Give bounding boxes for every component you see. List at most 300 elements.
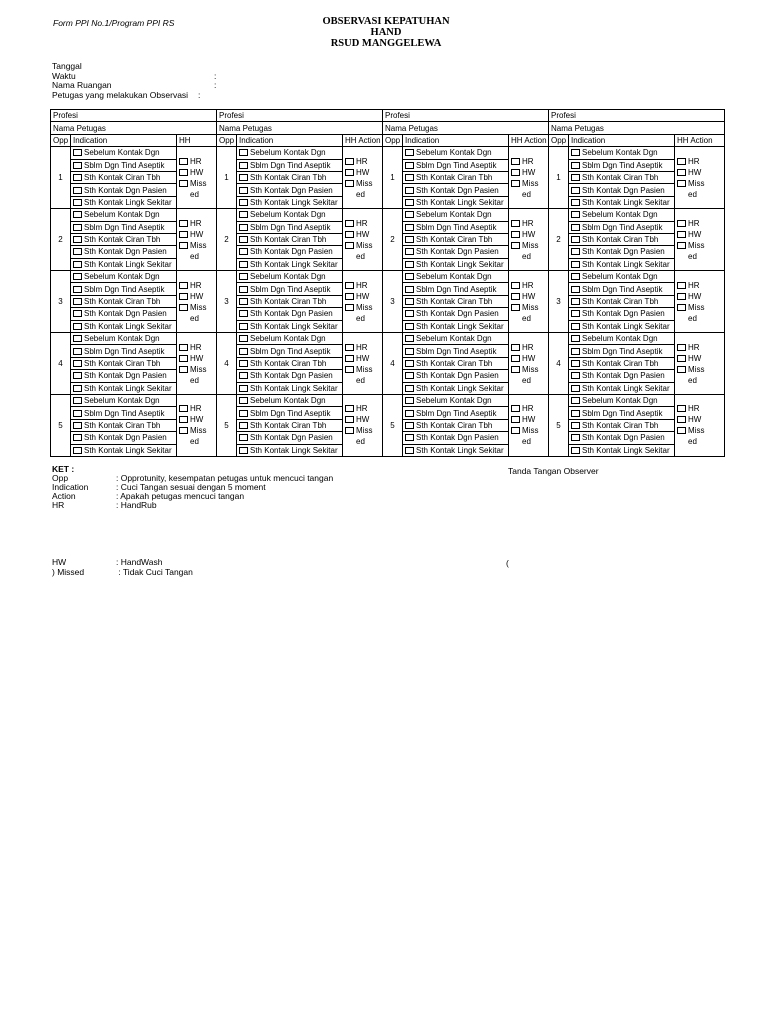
profesi-cell[interactable]: Profesi: [383, 110, 549, 122]
hh-option-checkbox[interactable]: [179, 169, 188, 176]
hh-option-checkbox[interactable]: [511, 158, 520, 165]
hh-action-cell: [509, 394, 549, 456]
hh-option: [511, 353, 546, 364]
hh-option-checkbox[interactable]: [677, 282, 686, 289]
hh-option-checkbox[interactable]: [511, 293, 520, 300]
indication-checkbox[interactable]: [405, 248, 414, 255]
indication-label: Sth Kontak Lingk Sekitar: [582, 383, 670, 393]
indication-label: Sth Kontak Ciran Tbh: [582, 359, 659, 368]
hh-option-checkbox[interactable]: [179, 366, 188, 373]
indication-checkbox[interactable]: [73, 310, 82, 317]
hh-option: [345, 353, 380, 364]
hh-option-label: Miss: [190, 178, 207, 188]
indication-checkbox[interactable]: [73, 447, 82, 454]
hh-option: [677, 218, 722, 229]
indication-cell: [71, 308, 177, 320]
hh-option-checkbox[interactable]: [345, 366, 354, 373]
hh-option: [345, 302, 380, 313]
indication-cell: [569, 159, 675, 171]
hh-action-cell: [509, 271, 549, 333]
indication-checkbox[interactable]: [571, 447, 580, 454]
hh-option-label: ed: [522, 313, 531, 323]
indication-checkbox[interactable]: [73, 162, 82, 169]
indication-checkbox[interactable]: [239, 211, 248, 218]
indication-checkbox[interactable]: [73, 286, 82, 293]
hh-option-checkbox[interactable]: [179, 282, 188, 289]
indication-cell: [569, 184, 675, 196]
hh-option-checkbox[interactable]: [179, 293, 188, 300]
hh-option-checkbox[interactable]: [179, 158, 188, 165]
hh-option-checkbox[interactable]: [677, 158, 686, 165]
hh-option-checkbox[interactable]: [179, 427, 188, 434]
hh-option-checkbox[interactable]: [345, 242, 354, 249]
hh-option-checkbox[interactable]: [511, 355, 520, 362]
indication-cell: [71, 345, 177, 357]
indication-checkbox[interactable]: [571, 261, 580, 268]
hh-action-cell: [675, 209, 725, 271]
hh-option-checkbox[interactable]: [179, 231, 188, 238]
indication-checkbox[interactable]: [239, 385, 248, 392]
indication-checkbox[interactable]: [239, 187, 248, 194]
indication-checkbox[interactable]: [73, 348, 82, 355]
indication-label: Sth Kontak Lingk Sekitar: [250, 197, 338, 207]
hh-option-checkbox[interactable]: [677, 366, 686, 373]
indication-checkbox[interactable]: [239, 335, 248, 342]
indication-checkbox[interactable]: [239, 236, 248, 243]
indication-cell: [569, 432, 675, 444]
hh-option-label: HW: [688, 415, 702, 425]
hh-option-checkbox[interactable]: [677, 293, 686, 300]
hh-option-label: HR: [356, 404, 368, 414]
indication-label: Sebelum Kontak Dgn: [250, 272, 326, 282]
hh-option-label: Miss: [688, 426, 705, 436]
hh-header: HH Action: [675, 134, 725, 146]
indication-checkbox[interactable]: [571, 323, 580, 330]
hh-option-label: HR: [688, 280, 700, 290]
hh-option-checkbox[interactable]: [677, 427, 686, 434]
hh-option-checkbox[interactable]: [677, 355, 686, 362]
profesi-cell[interactable]: Profesi: [549, 110, 725, 122]
hh-option-label: Miss: [688, 302, 705, 312]
hh-option-checkbox[interactable]: [511, 169, 520, 176]
indication-checkbox[interactable]: [571, 211, 580, 218]
indication-checkbox[interactable]: [405, 310, 414, 317]
indication-checkbox[interactable]: [73, 174, 82, 181]
indication-checkbox[interactable]: [73, 248, 82, 255]
opp-number: 5: [217, 394, 237, 456]
indication-checkbox[interactable]: [73, 397, 82, 404]
hh-option-label: HR: [522, 404, 534, 414]
hh-option-checkbox[interactable]: [345, 158, 354, 165]
hh-option-label: HW: [190, 229, 204, 239]
nama-petugas-cell[interactable]: Nama Petugas: [51, 122, 217, 134]
indication-cell: [569, 394, 675, 406]
indication-checkbox[interactable]: [571, 149, 580, 156]
indication-checkbox[interactable]: [239, 397, 248, 404]
indication-checkbox[interactable]: [239, 360, 248, 367]
indication-cell: [237, 258, 343, 270]
indication-checkbox[interactable]: [405, 224, 414, 231]
indication-cell: [237, 209, 343, 221]
hh-option-checkbox[interactable]: [345, 231, 354, 238]
hh-option-checkbox[interactable]: [677, 304, 686, 311]
indication-checkbox[interactable]: [571, 310, 580, 317]
indication-checkbox[interactable]: [73, 261, 82, 268]
indication-cell: [569, 221, 675, 233]
indication-label: Sth Kontak Ciran Tbh: [84, 173, 161, 183]
indication-label: Sth Kontak Ciran Tbh: [416, 359, 493, 368]
indication-cell: [237, 320, 343, 332]
hh-option: [677, 240, 722, 251]
hh-option-checkbox[interactable]: [345, 220, 354, 227]
indication-cell: [71, 171, 177, 183]
indication-checkbox[interactable]: [405, 410, 414, 417]
hh-option-checkbox[interactable]: [677, 405, 686, 412]
hh-option-checkbox[interactable]: [345, 169, 354, 176]
indication-checkbox[interactable]: [405, 236, 414, 243]
indication-label: Sth Kontak Ciran Tbh: [250, 297, 327, 307]
indication-checkbox[interactable]: [571, 298, 580, 305]
indication-label: Sth Kontak Lingk Sekitar: [84, 383, 172, 393]
indication-checkbox[interactable]: [571, 385, 580, 392]
indication-checkbox[interactable]: [73, 410, 82, 417]
hh-option: [511, 218, 546, 229]
indication-checkbox[interactable]: [405, 187, 414, 194]
hh-option: [677, 436, 722, 447]
hh-option-checkbox[interactable]: [179, 304, 188, 311]
indication-checkbox[interactable]: [405, 335, 414, 342]
hh-action-cell: [675, 147, 725, 209]
indication-cell: [403, 345, 509, 357]
hh-option-label: HW: [522, 353, 536, 363]
indication-checkbox[interactable]: [405, 174, 414, 181]
nama-petugas-cell[interactable]: Nama Petugas: [549, 122, 725, 134]
hh-option-checkbox[interactable]: [179, 416, 188, 423]
indication-checkbox[interactable]: [239, 348, 248, 355]
indication-cell: [71, 320, 177, 332]
hh-option: [179, 178, 214, 189]
profesi-cell[interactable]: Profesi: [51, 110, 217, 122]
indication-label: Sth Kontak Lingk Sekitar: [416, 259, 504, 269]
indication-checkbox[interactable]: [73, 149, 82, 156]
hh-option-label: HR: [688, 156, 700, 166]
indication-checkbox[interactable]: [571, 236, 580, 243]
indication-checkbox[interactable]: [239, 298, 248, 305]
hh-option-checkbox[interactable]: [511, 344, 520, 351]
hh-option-checkbox[interactable]: [345, 304, 354, 311]
indication-checkbox[interactable]: [571, 372, 580, 379]
hh-option-label: HR: [522, 342, 534, 352]
hh-option-checkbox[interactable]: [677, 344, 686, 351]
indication-checkbox[interactable]: [73, 236, 82, 243]
opp-number: 1: [383, 147, 403, 209]
indication-checkbox[interactable]: [405, 397, 414, 404]
indication-checkbox[interactable]: [571, 199, 580, 206]
hh-option: [179, 167, 214, 178]
indication-checkbox[interactable]: [405, 286, 414, 293]
indication-checkbox[interactable]: [73, 187, 82, 194]
indication-checkbox[interactable]: [405, 360, 414, 367]
indication-checkbox[interactable]: [239, 434, 248, 441]
hh-action-cell: [177, 271, 217, 333]
indication-checkbox[interactable]: [239, 410, 248, 417]
opp-number: 1: [549, 147, 569, 209]
indication-checkbox[interactable]: [405, 372, 414, 379]
indication-checkbox[interactable]: [73, 273, 82, 280]
hh-option-checkbox[interactable]: [179, 405, 188, 412]
hh-option-checkbox[interactable]: [511, 282, 520, 289]
indication-label: Sblm Dgn Tind Aseptik: [416, 408, 497, 418]
indication-checkbox[interactable]: [239, 447, 248, 454]
indication-checkbox[interactable]: [571, 335, 580, 342]
indication-checkbox[interactable]: [73, 385, 82, 392]
hh-option: [179, 313, 214, 324]
indication-checkbox[interactable]: [571, 410, 580, 417]
hh-option: [677, 280, 722, 291]
hh-option: [511, 436, 546, 447]
indication-checkbox[interactable]: [405, 385, 414, 392]
indication-checkbox[interactable]: [405, 348, 414, 355]
indication-checkbox[interactable]: [571, 286, 580, 293]
indication-checkbox[interactable]: [571, 360, 580, 367]
hh-option-checkbox[interactable]: [345, 344, 354, 351]
nama-petugas-row: [51, 122, 725, 134]
hh-option: [345, 313, 380, 324]
legend-title: KET :: [52, 464, 75, 474]
hh-option-checkbox[interactable]: [677, 231, 686, 238]
indication-checkbox[interactable]: [571, 348, 580, 355]
indication-checkbox[interactable]: [239, 248, 248, 255]
indication-cell: [237, 444, 343, 456]
hh-option-checkbox[interactable]: [179, 180, 188, 187]
indication-checkbox[interactable]: [571, 174, 580, 181]
hh-option-checkbox[interactable]: [511, 427, 520, 434]
indication-checkbox[interactable]: [73, 224, 82, 231]
indication-label: Sth Kontak Ciran Tbh: [416, 173, 493, 183]
hh-option-checkbox[interactable]: [677, 180, 686, 187]
hh-action-cell: [343, 209, 383, 271]
hh-option: [677, 167, 722, 178]
column-header-row: [51, 134, 725, 146]
nama-petugas-cell[interactable]: Nama Petugas: [383, 122, 549, 134]
profesi-cell[interactable]: Profesi: [217, 110, 383, 122]
hh-option-label: Miss: [688, 178, 705, 188]
indication-label: Sth Kontak Dgn Pasien: [84, 433, 167, 443]
indication-label: Sebelum Kontak Dgn: [582, 334, 658, 344]
hh-option-checkbox[interactable]: [179, 355, 188, 362]
indication-label: Sblm Dgn Tind Aseptik: [416, 222, 497, 232]
indication-label: Sblm Dgn Tind Aseptik: [250, 160, 331, 170]
hh-option: [179, 342, 214, 353]
meta-petugas-observasi[interactable]: [52, 89, 201, 101]
indication-cell: [71, 444, 177, 456]
indication-checkbox[interactable]: [405, 422, 414, 429]
hh-option-checkbox[interactable]: [345, 293, 354, 300]
indication-checkbox[interactable]: [239, 372, 248, 379]
hh-option-label: HW: [356, 353, 370, 363]
hh-option-label: ed: [522, 189, 531, 199]
indication-label: Sebelum Kontak Dgn: [250, 396, 326, 406]
opp-number: 1: [51, 147, 71, 209]
indication-checkbox[interactable]: [73, 211, 82, 218]
hh-option-checkbox[interactable]: [345, 355, 354, 362]
indication-checkbox[interactable]: [571, 162, 580, 169]
hh-option-label: HW: [522, 167, 536, 177]
hh-option-label: ed: [356, 251, 365, 261]
indication-label: Sth Kontak Ciran Tbh: [416, 235, 493, 245]
indication-cell: [403, 308, 509, 320]
hh-option-label: ed: [356, 437, 365, 447]
indication-checkbox[interactable]: [571, 187, 580, 194]
hh-option-label: ed: [356, 189, 365, 199]
hh-option-label: Miss: [522, 364, 539, 374]
opp-header: Opp: [217, 134, 237, 146]
hh-option-checkbox[interactable]: [179, 344, 188, 351]
hh-option-label: ed: [356, 375, 365, 385]
indication-label: Sth Kontak Dgn Pasien: [582, 309, 665, 319]
hh-option-label: ed: [688, 189, 697, 199]
indication-cell: [71, 271, 177, 283]
indication-checkbox[interactable]: [405, 273, 414, 280]
hh-option-label: HR: [190, 280, 202, 290]
indication-label: Sth Kontak Ciran Tbh: [582, 173, 659, 183]
indication-label: Sblm Dgn Tind Aseptik: [416, 160, 497, 170]
indication-checkbox[interactable]: [239, 261, 248, 268]
indication-checkbox[interactable]: [239, 310, 248, 317]
indication-checkbox[interactable]: [73, 434, 82, 441]
indication-label: Sblm Dgn Tind Aseptik: [582, 222, 663, 232]
hh-option-checkbox[interactable]: [511, 220, 520, 227]
indication-checkbox[interactable]: [405, 261, 414, 268]
hh-header: HH: [177, 134, 217, 146]
indication-label: Sblm Dgn Tind Aseptik: [416, 346, 497, 356]
hh-option-checkbox[interactable]: [345, 405, 354, 412]
indication-checkbox[interactable]: [405, 434, 414, 441]
indication-checkbox[interactable]: [239, 323, 248, 330]
indication-checkbox[interactable]: [73, 360, 82, 367]
hh-option-label: Miss: [522, 426, 539, 436]
opp-number: 2: [217, 209, 237, 271]
indication-checkbox[interactable]: [571, 434, 580, 441]
indication-checkbox[interactable]: [571, 422, 580, 429]
indication-checkbox[interactable]: [405, 149, 414, 156]
indication-checkbox[interactable]: [239, 422, 248, 429]
hh-option-label: Miss: [190, 302, 207, 312]
hh-action-cell: [509, 209, 549, 271]
indication-checkbox[interactable]: [571, 273, 580, 280]
hh-option-checkbox[interactable]: [511, 366, 520, 373]
indication-checkbox[interactable]: [405, 447, 414, 454]
hh-option: [179, 291, 214, 302]
hh-option: [677, 291, 722, 302]
hh-option-checkbox[interactable]: [677, 169, 686, 176]
legend-item-missed: ) Missed : Tidak Cuci Tangan: [52, 566, 193, 577]
hh-option-checkbox[interactable]: [511, 242, 520, 249]
page-title: [300, 16, 472, 49]
hh-option-checkbox[interactable]: [677, 220, 686, 227]
hh-option-checkbox[interactable]: [345, 416, 354, 423]
indication-checkbox[interactable]: [239, 224, 248, 231]
indication-checkbox[interactable]: [73, 199, 82, 206]
indication-checkbox[interactable]: [239, 286, 248, 293]
indication-label: Sth Kontak Dgn Pasien: [582, 371, 665, 381]
indication-cell: [71, 394, 177, 406]
hh-option-checkbox[interactable]: [511, 405, 520, 412]
hh-option-checkbox[interactable]: [345, 180, 354, 187]
hh-option-checkbox[interactable]: [179, 220, 188, 227]
indication-checkbox[interactable]: [73, 298, 82, 305]
indication-checkbox[interactable]: [405, 162, 414, 169]
indication-cell: [569, 407, 675, 419]
hh-option-label: HR: [688, 218, 700, 228]
hh-option-checkbox[interactable]: [345, 282, 354, 289]
indication-cell: [403, 407, 509, 419]
hh-option-checkbox[interactable]: [511, 416, 520, 423]
hh-action-cell: [343, 333, 383, 395]
hh-option: [511, 364, 546, 375]
hh-header: HH Action: [509, 134, 549, 146]
hh-option: [345, 425, 380, 436]
hh-option-label: ed: [190, 375, 199, 385]
indication-checkbox[interactable]: [571, 248, 580, 255]
indication-label: Sblm Dgn Tind Aseptik: [84, 408, 165, 418]
hh-option: [179, 156, 214, 167]
indication-cell: [569, 382, 675, 394]
hh-option-checkbox[interactable]: [511, 180, 520, 187]
hh-option-checkbox[interactable]: [677, 242, 686, 249]
indication-label: Sebelum Kontak Dgn: [84, 210, 160, 220]
indication-checkbox[interactable]: [405, 298, 414, 305]
indication-checkbox[interactable]: [239, 273, 248, 280]
indication-checkbox[interactable]: [73, 372, 82, 379]
indication-checkbox[interactable]: [405, 199, 414, 206]
opp-number: 5: [51, 394, 71, 456]
hh-option-checkbox[interactable]: [179, 242, 188, 249]
indication-label: Sth Kontak Dgn Pasien: [250, 371, 333, 381]
hh-action-cell: [509, 333, 549, 395]
indication-checkbox[interactable]: [571, 224, 580, 231]
indication-checkbox[interactable]: [73, 323, 82, 330]
hh-option-checkbox[interactable]: [511, 304, 520, 311]
indication-cell: [569, 444, 675, 456]
hh-option-checkbox[interactable]: [345, 427, 354, 434]
hh-option: [677, 375, 722, 386]
indication-checkbox[interactable]: [239, 174, 248, 181]
indication-label: Sth Kontak Ciran Tbh: [84, 420, 161, 430]
hh-option-label: HW: [190, 291, 204, 301]
indication-checkbox[interactable]: [73, 422, 82, 429]
indication-checkbox[interactable]: [239, 199, 248, 206]
title-line-2: HAND: [370, 27, 402, 38]
indication-cell: [237, 382, 343, 394]
hh-option-checkbox[interactable]: [511, 231, 520, 238]
indication-checkbox[interactable]: [571, 397, 580, 404]
indication-checkbox[interactable]: [73, 335, 82, 342]
nama-petugas-cell[interactable]: Nama Petugas: [217, 122, 383, 134]
indication-cell: [237, 407, 343, 419]
indication-label: Sth Kontak Lingk Sekitar: [84, 197, 172, 207]
indication-checkbox[interactable]: [405, 211, 414, 218]
indication-checkbox[interactable]: [405, 323, 414, 330]
indication-checkbox[interactable]: [239, 149, 248, 156]
meta-label: Nama Ruangan: [52, 80, 112, 90]
indication-cell: [403, 333, 509, 345]
indication-label: Sth Kontak Ciran Tbh: [582, 420, 659, 430]
hh-option-checkbox[interactable]: [677, 416, 686, 423]
indication-label: Sth Kontak Dgn Pasien: [582, 185, 665, 195]
indication-checkbox[interactable]: [239, 162, 248, 169]
indication-cell: [237, 370, 343, 382]
